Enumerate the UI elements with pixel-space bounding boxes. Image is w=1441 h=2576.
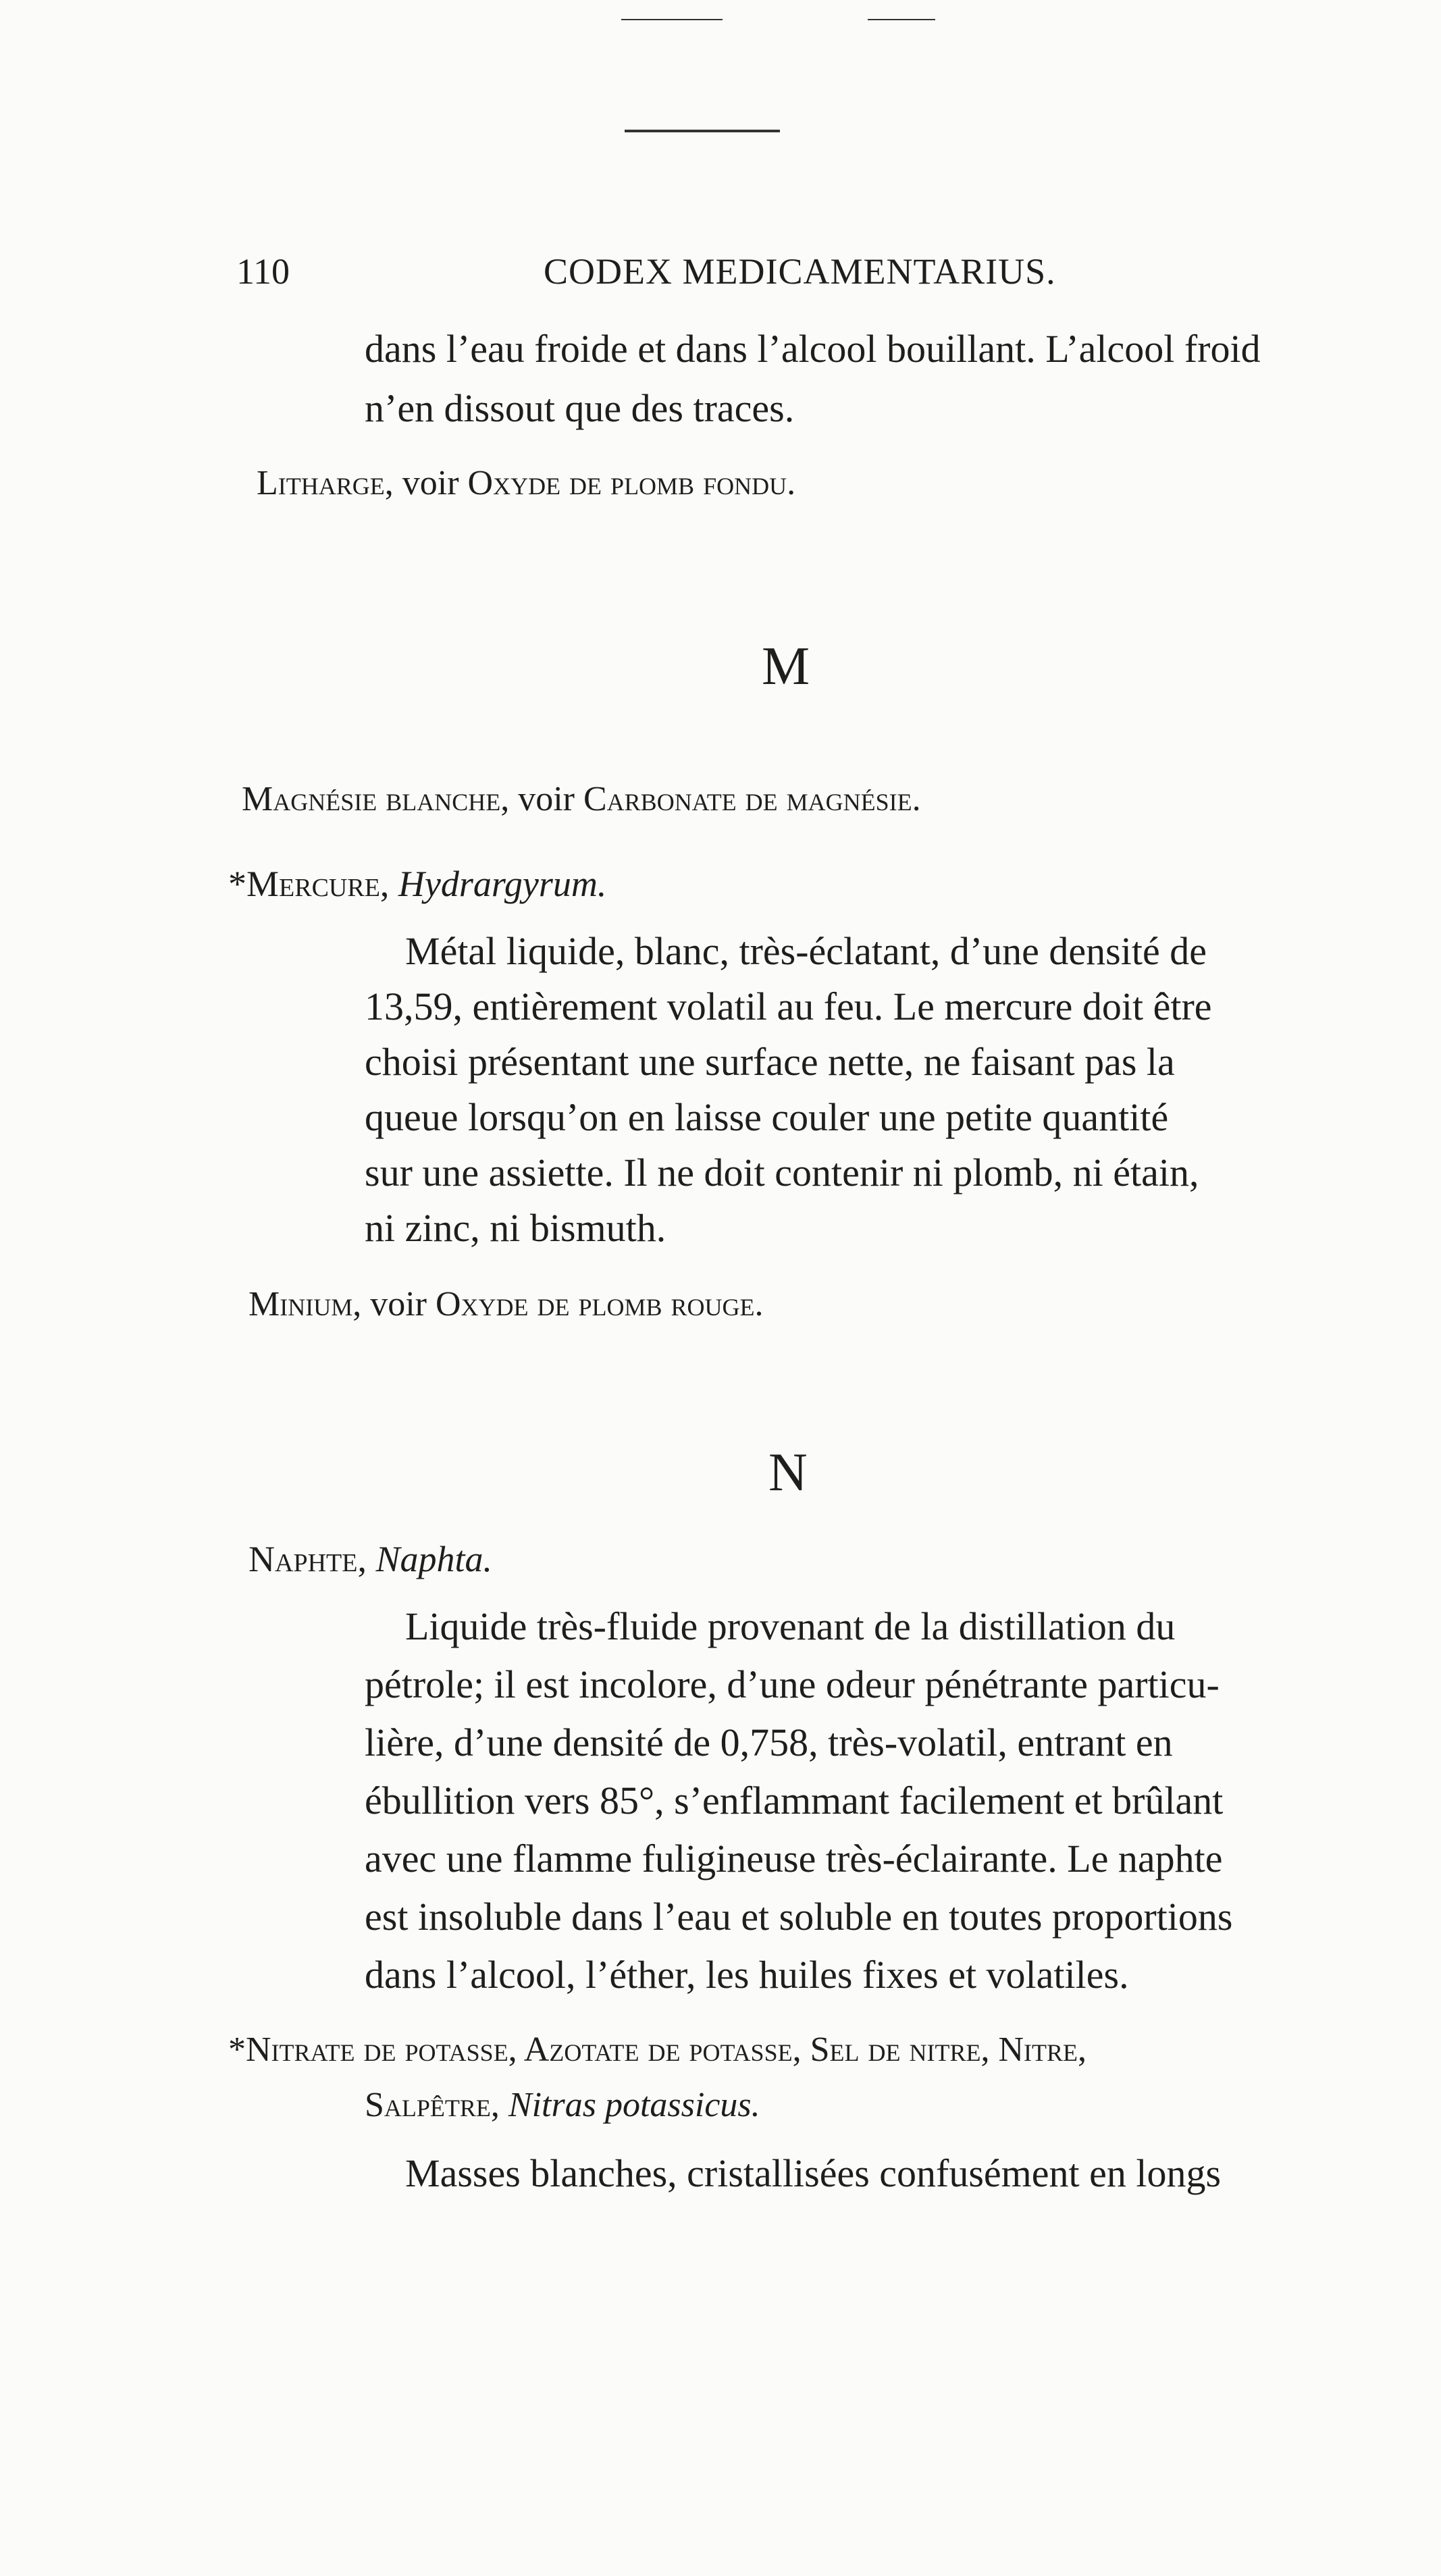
entry-nitrate-heading-line-2 [365, 2088, 760, 2123]
mercure-line-3: choisi présentant une surface nette, ne faisant pas la [365, 1040, 1175, 1084]
entry-sep: , [379, 864, 398, 904]
entry-term: Mercure [246, 864, 380, 904]
entry-reference: Oxyde de plomb rouge. [435, 1285, 764, 1323]
mercure-line-5: sur une assiette. Il ne doit contenir ni plomb, ni étain, [365, 1151, 1199, 1194]
entry-term: Naphte [248, 1539, 358, 1579]
entry-see: , voir [352, 1285, 436, 1323]
mercure-line-1: Métal liquide, blanc, très-éclatant, d’une densité de [405, 929, 1207, 973]
entry-magnesie [242, 782, 921, 817]
continuation-line-2: n’en dissout que des traces. [365, 386, 795, 430]
mercure-line-2: 13,59, entièrement volatil au feu. Le mercure doit être [365, 984, 1212, 1028]
entry-term: Minium [248, 1285, 353, 1323]
mercure-line-6: ni zinc, ni bismuth. [365, 1206, 666, 1250]
continuation-line-1: dans l’eau froide et dans l’alcool bouillant. L’alcool froid [365, 327, 1261, 371]
entry-minium [248, 1287, 764, 1322]
running-title: CODEX MEDICAMENTARIUS. [544, 251, 1056, 292]
entry-naphte-heading [248, 1541, 492, 1577]
asterisk-mark: * [228, 2030, 246, 2069]
nitrate-line-1: Masses blanches, cristallisées confusément en longs [405, 2151, 1222, 2195]
top-rule-right [868, 19, 935, 20]
section-letter-n: N [768, 1443, 808, 1502]
entry-see: , voir [384, 464, 468, 502]
naphte-line-1: Liquide très-fluide provenant de la distillation du [405, 1604, 1176, 1648]
section-letter-m: M [762, 637, 810, 696]
mercure-line-4: queue lorsqu’on en laisse couler une petite quantité [365, 1095, 1169, 1139]
top-rule-left [621, 19, 723, 20]
entry-term: Salpêtre [365, 2086, 491, 2124]
naphte-line-5: avec une flamme fuligineuse très-éclairante. Le naphte [365, 1837, 1223, 1881]
entry-term: Magnésie blanche [242, 780, 501, 818]
entry-mercure-heading [228, 866, 606, 902]
naphte-line-2: pétrole; il est incolore, d’une odeur pénétrante particu- [365, 1662, 1220, 1706]
entry-latin-name: Naphta. [375, 1539, 492, 1579]
entry-reference: Oxyde de plomb fondu. [467, 464, 796, 502]
entry-latin-name: Nitras potassicus. [508, 2086, 760, 2124]
naphte-line-6: est insoluble dans l’eau et soluble en toutes proportions [365, 1895, 1233, 1939]
top-rule-center [625, 130, 780, 132]
entry-term: Litharge [257, 464, 385, 502]
page-number: 110 [236, 251, 290, 292]
entry-sep: , [357, 1539, 376, 1579]
entry-reference: Carbonate de magnésie. [583, 780, 921, 818]
entry-see: , voir [500, 780, 583, 818]
entry-latin-name: Hydrargyrum. [398, 864, 607, 904]
asterisk-mark: * [228, 864, 246, 904]
entry-litharge [257, 466, 795, 501]
naphte-line-7: dans l’alcool, l’éther, les huiles fixes et volatiles. [365, 1953, 1129, 1997]
entry-synonyms: Nitrate de potasse, Azotate de potasse, Sel de nitre, Nitre, [246, 2030, 1086, 2069]
naphte-line-4: ébullition vers 85°, s’enflammant facilement et brûlant [365, 1779, 1224, 1822]
entry-nitrate-heading [228, 2032, 1086, 2068]
entry-sep: , [490, 2086, 508, 2124]
naphte-line-3: lière, d’une densité de 0,758, très-volatil, entrant en [365, 1720, 1173, 1764]
